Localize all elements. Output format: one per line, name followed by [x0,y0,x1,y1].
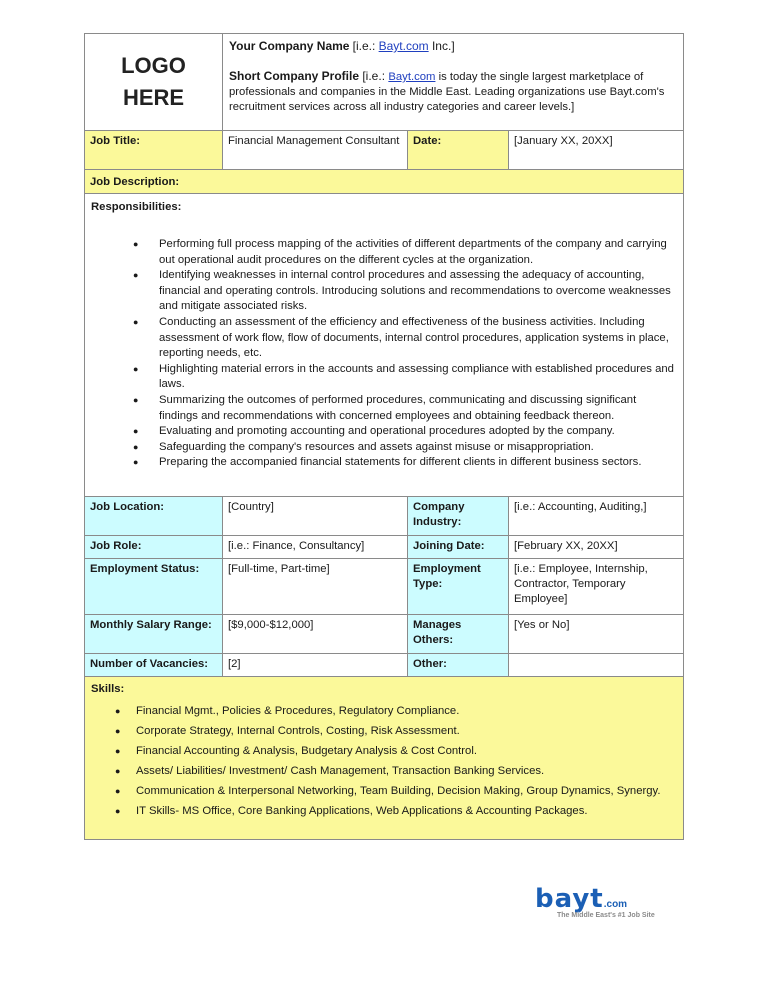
job-title-label: Job Title: [85,131,223,169]
company-info [223,34,683,130]
company-industry-label: Company Industry: [408,497,509,535]
detail-row [85,654,683,677]
vacancies-label: Number of Vacancies: [85,654,223,676]
skills-label: Skills: [91,683,125,695]
employment-status-label: Employment Status: [85,559,223,614]
list-item-text: Performing full process mapping of the activities of different departments of the company and carrying out operational audit procedures on the different cycles at the organization. [159,238,667,266]
list-item-text: Highlighting material errors in the accounts and assessing compliance with established procedures and laws. [159,362,674,391]
salary-range-value: [$9,000-$12,000] [223,615,408,653]
date-value: [January XX, 20XX] [514,135,613,147]
list-item-text: IT Skills- MS Office, Core Banking Applications, Web Applications & Accounting Packages. [136,805,588,817]
list-item [91,268,677,315]
employment-type-value: [i.e.: Employee, Internship, Contractor, Temporary Employee] [514,563,648,605]
header-row [85,34,683,131]
list-item-text: Safeguarding the company's resources and assets against misuse or misappropriation. [159,440,594,453]
bullet-icon: ● [115,706,121,716]
bullet-icon: ● [115,806,121,816]
bullet-icon: ● [133,363,139,374]
skills-list [91,701,677,821]
joining-date-value: [February XX, 20XX] [514,540,618,552]
detail-row [85,559,683,615]
bullet-icon: ● [133,426,139,437]
logo-line-1: LOGO [121,53,186,78]
list-item [91,701,677,721]
list-item [91,315,677,362]
job-location-label: Job Location: [85,497,223,535]
list-item-text: Financial Mgmt., Policies & Procedures, Regulatory Compliance. [136,705,460,717]
job-description-row [85,170,683,194]
job-description-form [84,33,684,840]
list-item-text: Corporate Strategy, Internal Controls, Costing, Risk Assessment. [136,725,460,737]
list-item [91,424,677,440]
company-name [229,39,677,55]
bullet-icon: ● [115,766,121,776]
job-location-value: [Country] [223,497,408,535]
skills-row [85,677,683,839]
company-profile-label: Short Company Profile [229,69,360,83]
company-profile-prefix: [i.e.: [359,69,389,83]
list-item-text: Assets/ Liabilities/ Investment/ Cash Management, Transaction Banking Services. [136,765,545,777]
company-name-label: Your Company Name [229,39,350,53]
company-name-suffix: Inc.] [428,39,455,53]
job-title-value: Financial Management Consultant [223,131,408,169]
responsibilities-section [85,194,683,496]
employment-type-label: Employment Type: [408,559,509,614]
joining-date-label: Joining Date: [408,536,509,558]
skills-section [85,677,683,839]
list-item-text: Identifying weaknesses in internal control procedures and assessing the adequacy of accounting, financial and operating controls. Introducing solutions and recommendations to overcome weaknesses and mitigate associated risks. [159,269,671,313]
list-item [91,237,677,268]
company-name-prefix: [i.e.: [352,39,379,53]
employment-status-value: [Full-time, Part-time] [223,559,408,614]
list-item [91,362,677,393]
bayt-logo-wordmark: bayt [535,884,604,914]
bayt-tagline: The Middle East's #1 Job Site [557,912,655,919]
other-value [509,654,683,676]
list-item [91,741,677,761]
list-item-text: Financial Accounting & Analysis, Budgetary Analysis & Cost Control. [136,745,477,757]
date-label: Date: [408,131,509,169]
bullet-icon: ● [115,746,121,756]
job-description-label: Job Description: [85,170,683,193]
vacancies-value: [2] [223,654,408,676]
logo-line-2: HERE [122,85,185,110]
detail-row [85,615,683,654]
bullet-icon: ● [133,239,139,249]
list-item-text: Communication & Interpersonal Networking, Team Building, Decision Making, Group Dynamics, Synergy. [136,785,661,797]
bullet-icon: ● [133,457,139,468]
company-profile [229,69,677,115]
list-item-text: Evaluating and promoting accounting and operational procedures adopted by the company. [159,425,615,438]
company-profile-link[interactable]: Bayt.com [388,71,436,83]
job-title-row [85,131,683,170]
manages-others-value: [Yes or No] [514,619,570,631]
bayt-logo-dotcom: .com [603,899,628,910]
detail-row [85,497,683,536]
list-item [91,761,677,781]
bullet-icon: ● [133,270,139,281]
company-profile-text: is today the single largest marketplace of professionals and companies in the Middle East. Leading organizations use Bayt.com's recruitment services across all industry categories and career levels.] [229,71,665,113]
list-item [91,455,677,471]
responsibilities-list [91,237,677,471]
logo-placeholder [85,34,223,130]
list-item-text: Summarizing the outcomes of performed procedures, communicating and discussing significant findings and recommendations with concerned employees and obtaining feedback thereon. [159,393,637,422]
list-item [91,781,677,801]
bullet-icon: ● [115,726,121,736]
bullet-icon: ● [115,786,121,796]
list-item-text: Conducting an assessment of the efficiency and effectiveness of the business activities. Including assessment of work flow, flow of documents, internal control procedures, application systems in place, reporting needs, etc. [159,315,669,360]
company-name-link[interactable]: Bayt.com [378,39,429,53]
detail-row [85,536,683,559]
list-item [91,393,677,424]
bullet-icon: ● [133,441,139,452]
other-label: Other: [408,654,509,676]
job-role-label: Job Role: [85,536,223,558]
bayt-logo [535,886,685,926]
list-item [91,801,677,821]
salary-range-label: Monthly Salary Range: [85,615,223,653]
company-industry-value: [i.e.: Accounting, Auditing,] [514,501,647,513]
list-item [91,721,677,741]
bullet-icon: ● [133,394,139,405]
job-role-value: [i.e.: Finance, Consultancy] [223,536,408,558]
manages-others-label: Manages Others: [408,615,509,653]
responsibilities-row [85,194,683,497]
responsibilities-label: Responsibilities: [91,201,182,213]
list-item-text: Preparing the accompanied financial statements for different clients in different business sectors. [159,456,642,469]
list-item [91,440,677,456]
bullet-icon: ● [133,316,139,327]
